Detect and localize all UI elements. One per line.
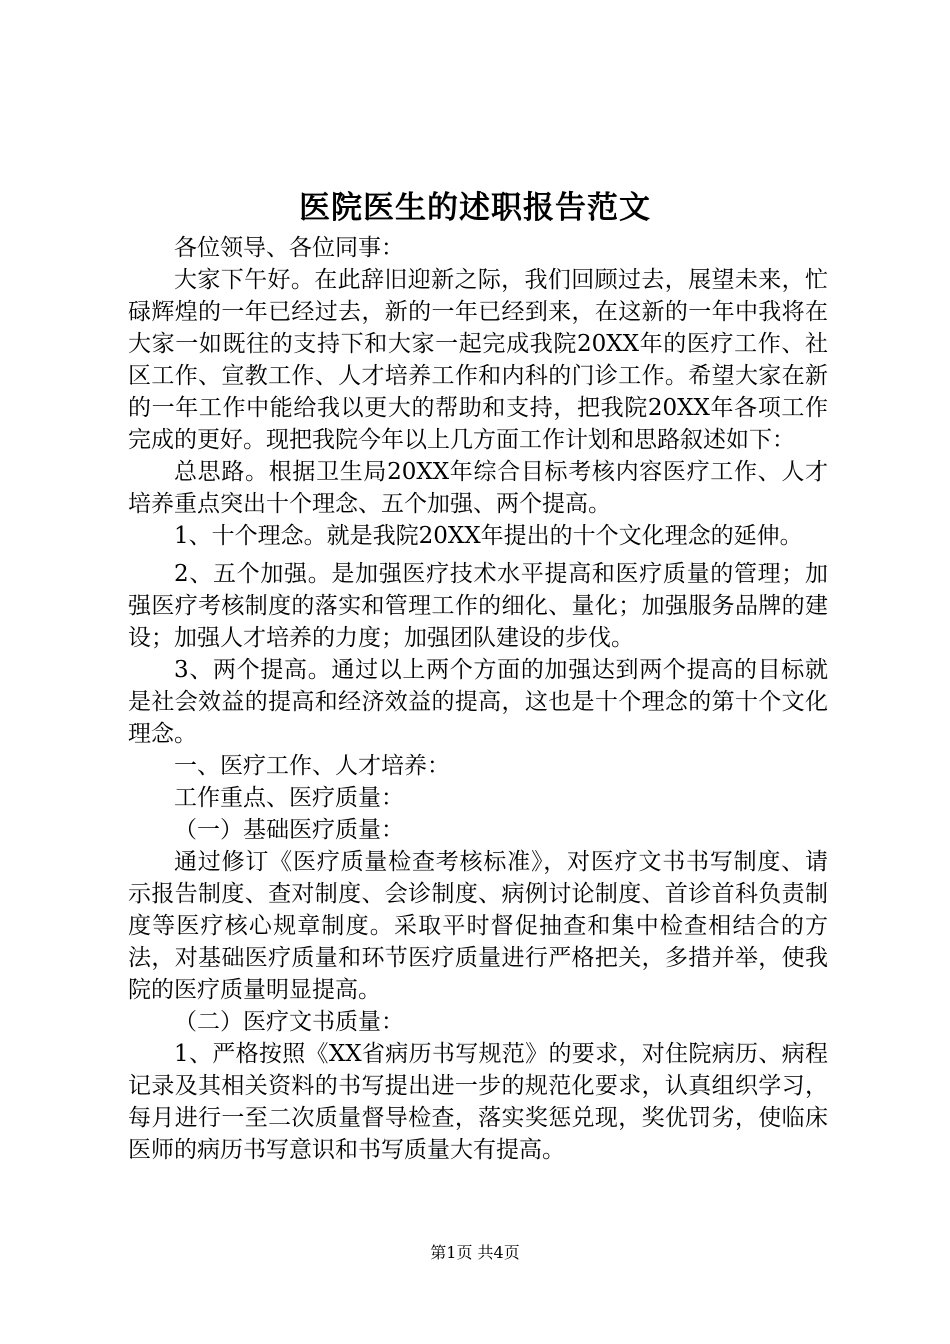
paragraph-intro: 大家下午好。在此辞旧迎新之际，我们回顾过去，展望未来，忙碌辉煌的一年已经过去，新的一年已经到来，在这新的一年中我将在大家一如既往的支持下和大家一起完成我院20XX年的医疗工作、社区工作、宣教工作、人才培养工作和内科的门诊工作。希望大家在新的一年工作中能给我以更大的帮助和支持，把我院20XX年各项工作完成的更好。现把我院今年以上几方面工作计划和思路叙述如下： [128,267,828,453]
page-footer: 第1页 共4页 [430,1243,520,1262]
subheading-basic-quality: （一）基础医疗质量： [174,817,404,843]
subheading-records-quality: （二）医疗文书质量： [174,1009,404,1035]
subheading-work-focus: 工作重点、医疗质量： [174,785,404,811]
section-heading-medical-work: 一、医疗工作、人才培养： [174,753,450,779]
paragraph-overall-approach: 总思路。根据卫生局20XX年综合目标考核内容医疗工作、人才培养重点突出十个理念、五个加强、两个提高。 [128,459,828,517]
paragraph-basic-quality: 通过修订《医疗质量检查考核标准》，对医疗文书书写制度、请示报告制度、查对制度、会诊制度、病例讨论制度、首诊首科负责制度等医疗核心规章制度。采取平时督促抽查和集中检查相结合的方法，对基础医疗质量和环节医疗质量进行严格把关，多措并举，使我院的医疗质量明显提高。 [128,849,828,1003]
paragraph-two-improvements: 3、两个提高。通过以上两个方面的加强达到两个提高的目标就是社会效益的提高和经济效益的提高，这也是十个理念的第十个文化理念。 [128,657,828,747]
paragraph-records-quality: 1、严格按照《XX省病历书写规范》的要求，对住院病历、病程记录及其相关资料的书写提出进一步的规范化要求，认真组织学习，每月进行一至二次质量督导检查，落实奖惩兑现，奖优罚劣，使临床医师的病历书写意识和书写质量大有提高。 [128,1041,828,1163]
paragraph-salutation: 各位领导、各位同事： [174,235,404,261]
paragraph-five-strengthenings: 2、五个加强。是加强医疗技术水平提高和医疗质量的管理；加强医疗考核制度的落实和管理工作的细化、量化；加强服务品牌的建设；加强人才培养的力度；加强团队建设的步伐。 [128,561,828,651]
paragraph-ten-concepts: 1、十个理念。就是我院20XX年提出的十个文化理念的延伸。 [174,523,803,549]
document-body [128,232,828,1166]
document-title: 医院医生的述职报告范文 [299,190,651,226]
